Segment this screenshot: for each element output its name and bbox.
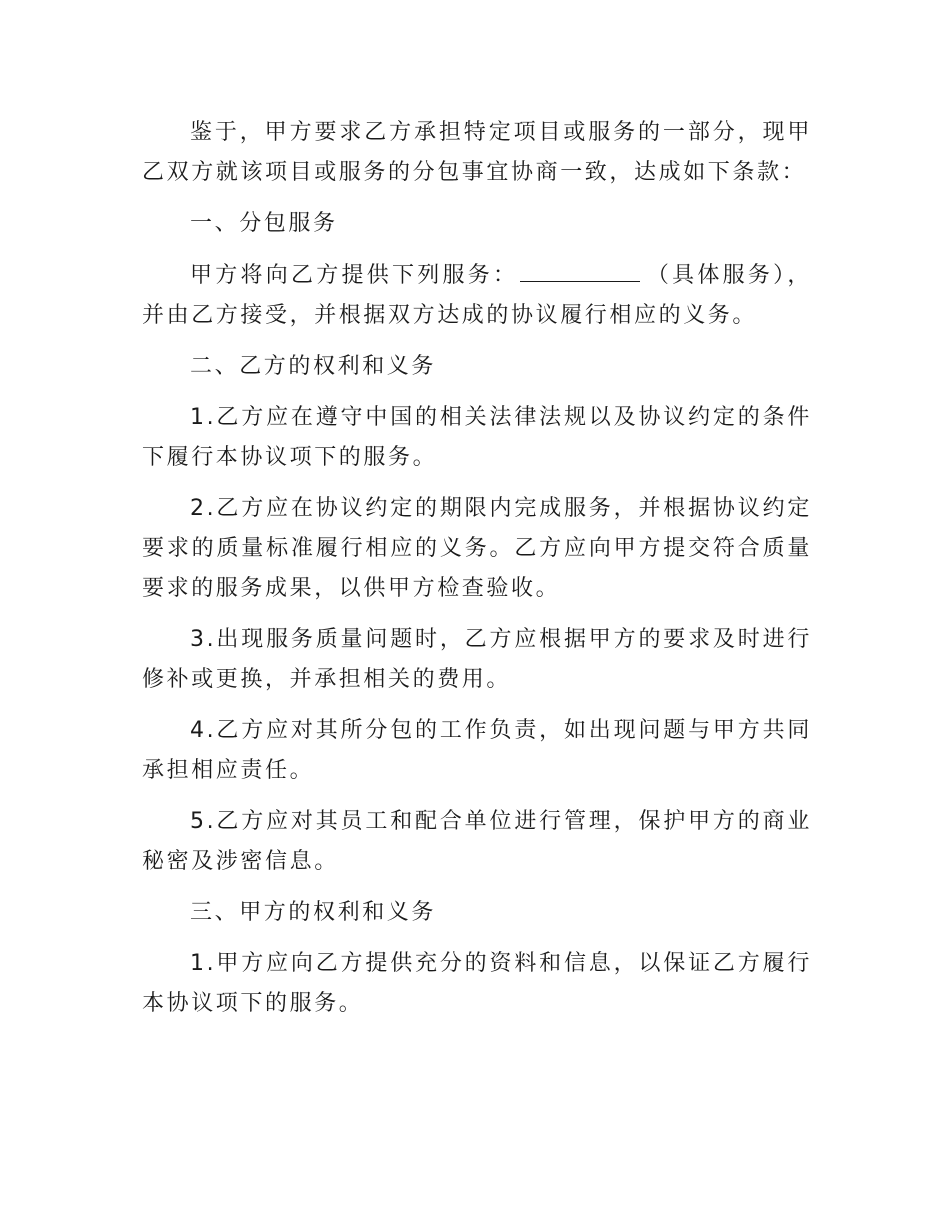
intro-paragraph: 鉴于，甲方要求乙方承担特定项目或服务的一部分，现甲乙双方就该项目或服务的分包事宜协商一致，达成如下条款： [142,120,812,185]
party-b-clause-4: 4.乙方应对其所分包的工作负责，如出现问题与甲方共同承担相应责任。 [142,718,812,783]
document-body [142,113,812,1035]
party-b-clause-2: 2.乙方应在协议约定的期限内完成服务，并根据协议约定要求的质量标准履行相应的义务。乙方应向甲方提交符合质量要求的服务成果，以供甲方检查验收。 [142,496,812,601]
party-b-clause-3: 3.出现服务质量问题时，乙方应根据甲方的要求及时进行修补或更换，并承担相关的费用。 [142,627,812,692]
section-heading-subcontract-service: 一、分包服务 [190,211,338,236]
party-a-clause-1: 1.甲方应向乙方提供充分的资料和信息，以保证乙方履行本协议项下的服务。 [142,951,812,1016]
service-paragraph-tail: （具体服务），并由乙方接受，并根据双方达成的协议履行相应的义务。 [142,263,812,328]
service-blank-line [520,255,640,282]
service-paragraph [142,255,812,336]
section-heading-party-b: 二、乙方的权利和义务 [190,354,437,379]
party-b-clause-5: 5.乙方应对其员工和配合单位进行管理，保护甲方的商业秘密及涉密信息。 [142,809,812,874]
service-paragraph-lead: 甲方将向乙方提供下列服务： [190,263,519,288]
section-heading-party-a: 三、甲方的权利和义务 [190,900,437,925]
party-b-clause-1: 1.乙方应在遵守中国的相关法律法规以及协议约定的条件下履行本协议项下的服务。 [142,405,812,470]
